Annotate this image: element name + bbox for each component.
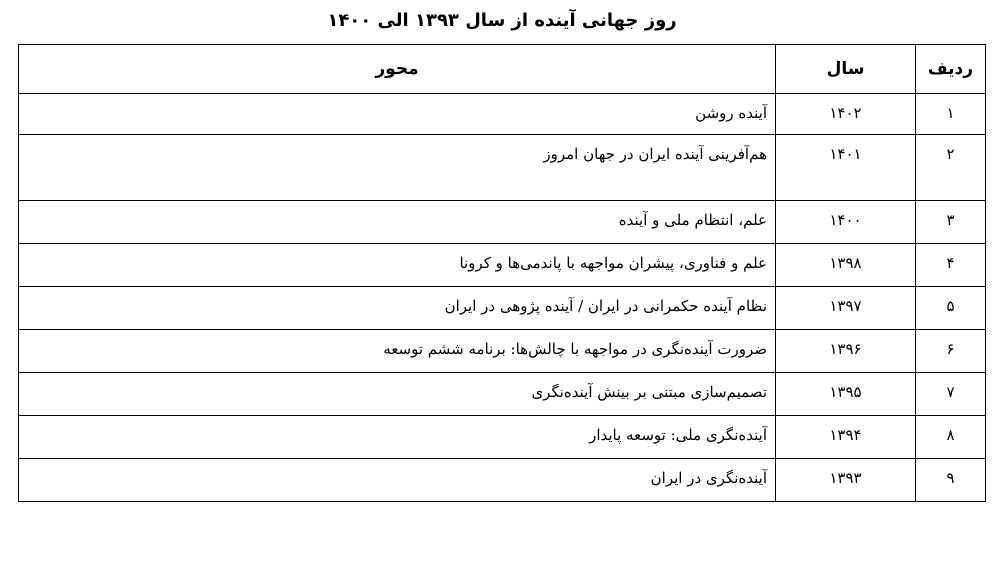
topic-cell: آینده‌نگری ملی: توسعه پایدار <box>19 416 776 459</box>
row-number-cell: ۵ <box>916 287 986 330</box>
year-cell: ۱۳۹۴ <box>776 416 916 459</box>
table-row <box>19 94 986 135</box>
table-row <box>19 373 986 416</box>
row-number-cell: ۸ <box>916 416 986 459</box>
table-row <box>19 459 986 502</box>
topic-cell: هم‌آفرینی آینده ایران در جهان امروز <box>19 135 776 201</box>
year-cell: ۱۴۰۰ <box>776 201 916 244</box>
year-cell: ۱۳۹۶ <box>776 330 916 373</box>
table-title: روز جهانی آینده از سال ۱۳۹۳ الی ۱۴۰۰ <box>327 10 677 31</box>
year-cell: ۱۴۰۲ <box>776 94 916 135</box>
row-number-cell: ۳ <box>916 201 986 244</box>
header-row-number: ردیف <box>916 45 986 94</box>
topic-cell: آینده روشن <box>19 94 776 135</box>
header-topic: محور <box>19 45 776 94</box>
topic-cell: نظام آینده حکمرانی در ایران / آینده پژوهی در ایران <box>19 287 776 330</box>
table-row <box>19 201 986 244</box>
table-row <box>19 135 986 201</box>
topic-cell: ضرورت آینده‌نگری در مواجهه با چالش‌ها: برنامه ششم توسعه <box>19 330 776 373</box>
table-header-row <box>19 45 986 94</box>
topic-cell: علم، انتظام ملی و آینده <box>19 201 776 244</box>
row-number-cell: ۲ <box>916 135 986 201</box>
table-row <box>19 330 986 373</box>
topic-cell: آینده‌نگری در ایران <box>19 459 776 502</box>
topic-cell: تصمیم‌سازی مبتنی بر بینش آینده‌نگری <box>19 373 776 416</box>
row-number-cell: ۴ <box>916 244 986 287</box>
year-cell: ۱۴۰۱ <box>776 135 916 201</box>
topic-cell: علم و فناوری، پیشران مواجهه با پاندمی‌ها و کرونا <box>19 244 776 287</box>
row-number-cell: ۹ <box>916 459 986 502</box>
year-cell: ۱۳۹۵ <box>776 373 916 416</box>
future-day-table <box>18 44 986 502</box>
row-number-cell: ۷ <box>916 373 986 416</box>
header-year: سال <box>776 45 916 94</box>
row-number-cell: ۶ <box>916 330 986 373</box>
table-row <box>19 416 986 459</box>
table-row <box>19 244 986 287</box>
year-cell: ۱۳۹۳ <box>776 459 916 502</box>
table-row <box>19 287 986 330</box>
year-cell: ۱۳۹۸ <box>776 244 916 287</box>
row-number-cell: ۱ <box>916 94 986 135</box>
year-cell: ۱۳۹۷ <box>776 287 916 330</box>
